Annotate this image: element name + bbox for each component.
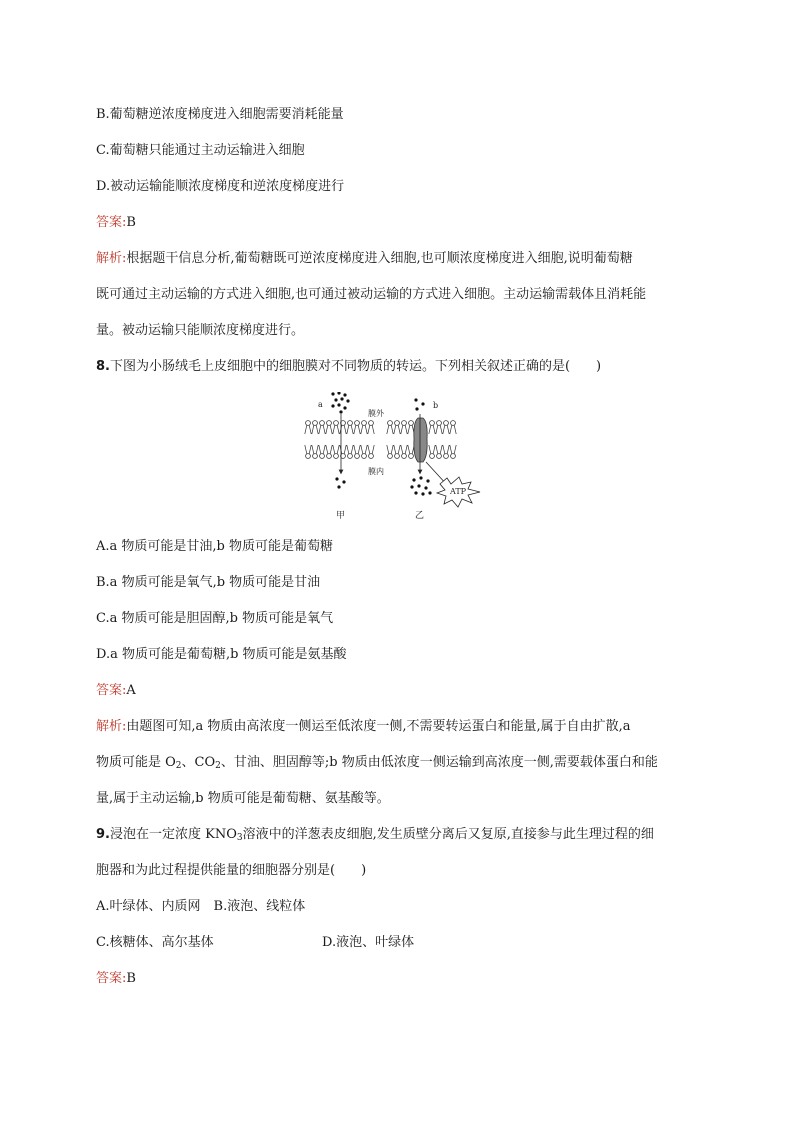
q8-option-a: A.a 物质可能是甘油,b 物质可能是葡萄糖 (96, 539, 333, 554)
answer-value: B (126, 971, 136, 986)
question-stem: 下图为小肠绒毛上皮细胞中的细胞膜对不同物质的转运。下列相关叙述正确的是( ) (109, 359, 602, 374)
carrier-protein (414, 418, 427, 462)
q9-option-ab: A.叶绿体、内质网 B.液泡、线粒体 (96, 899, 306, 914)
q7-analysis-line1 (96, 250, 633, 268)
q7-option-c: C.葡萄糖只能通过主动运输进入细胞 (96, 143, 305, 158)
question-number: 8. (96, 359, 110, 374)
label-b: b (433, 401, 439, 410)
q8-option-c: C.a 物质可能是胆固醇,b 物质可能是氧气 (96, 611, 334, 626)
label-outside: 膜外 (368, 409, 384, 418)
label-inside: 膜内 (368, 467, 384, 476)
molecules-b-outside (414, 398, 424, 410)
q9-stem (96, 826, 654, 847)
q7-option-d: D.被动运输能顺浓度梯度和逆浓度梯度进行 (96, 179, 345, 194)
q8-analysis-line1 (96, 718, 631, 736)
analysis-label: 解析: (96, 251, 127, 266)
q7-analysis-line3: 量。被动运输只能顺浓度梯度进行。 (96, 323, 305, 338)
question-stem: 溶液中的洋葱表皮细胞,发生质壁分离后又复原,直接参与此生理过程的细 (242, 827, 654, 842)
caption-left: 甲 (336, 511, 346, 521)
q9-answer (96, 970, 136, 988)
q7-analysis-line2: 既可通过主动运输的方式进入细胞,也可通过被动运输的方式进入细胞。主动运输需载体且消耗能 (96, 287, 647, 302)
q7-answer (96, 214, 136, 232)
answer-label: 答案: (96, 971, 127, 986)
label-atp: ATP (450, 487, 467, 496)
analysis-text: 由题图可知,a 物质由高浓度一侧运至低浓度一侧,不需要转运蛋白和能量,属于自由扩散,a (126, 719, 631, 734)
subscript: 2 (175, 761, 182, 771)
answer-label: 答案: (96, 215, 127, 230)
molecules-b-inside (410, 476, 431, 495)
q9-stem-line2: 胞器和为此过程提供能量的细胞器分别是( ) (96, 863, 367, 878)
question-number: 9. (96, 827, 110, 842)
subscript: 3 (236, 833, 243, 843)
caption-right: 乙 (415, 511, 425, 521)
q8-analysis-line3: 量,属于主动运输,b 物质可能是葡萄糖、氨基酸等。 (96, 791, 390, 806)
q8-option-d: D.a 物质可能是葡萄糖,b 物质可能是氨基酸 (96, 647, 347, 662)
analysis-text: 根据题干信息分析,葡萄糖既可逆浓度梯度进入细胞,也可顺浓度梯度进入细胞,说明葡萄糖 (126, 251, 633, 266)
q8-answer (96, 682, 136, 700)
subscript: 2 (215, 761, 221, 771)
analysis-text: 、CO (181, 755, 216, 770)
analysis-label: 解析: (96, 719, 127, 734)
question-stem: 浸泡在一定浓度 KNO (109, 827, 237, 842)
membrane-left (305, 421, 374, 459)
analysis-text: 物质可能是 O (96, 755, 176, 770)
q8-stem (96, 358, 601, 376)
q8-analysis-line2 (96, 754, 658, 775)
answer-label: 答案: (96, 683, 127, 698)
q8-option-b: B.a 物质可能是氧气,b 物质可能是甘油 (96, 575, 321, 590)
analysis-text: 、甘油、胆固醇等;b 物质由低浓度一侧运输到高浓度一侧,需要载体蛋白和能 (220, 755, 658, 770)
membrane-transport-diagram (300, 392, 500, 522)
q7-option-b: B.葡萄糖逆浓度梯度进入细胞需要消耗能量 (96, 107, 344, 122)
molecules-a-outside (331, 392, 349, 414)
q9-option-d: D.液泡、叶绿体 (322, 935, 415, 950)
molecules-a-inside (335, 477, 345, 488)
answer-value: A (126, 683, 136, 698)
label-a: a (318, 400, 323, 409)
answer-value: B (126, 215, 136, 230)
q9-option-c: C.核糖体、高尔基体 (96, 935, 214, 950)
